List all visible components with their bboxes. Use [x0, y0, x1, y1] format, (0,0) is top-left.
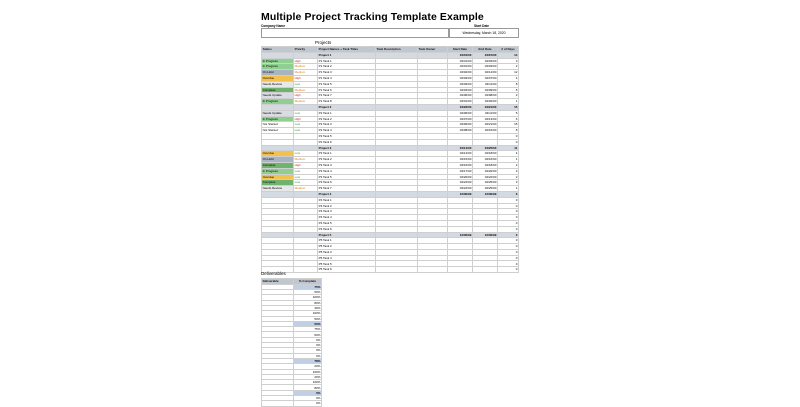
status-cell[interactable]: Not Started	[262, 122, 294, 128]
projects-table	[261, 46, 519, 273]
end-date-cell[interactable]: 04/07/00	[473, 75, 498, 81]
priority-cell[interactable]: Medium	[294, 186, 318, 192]
days-cell[interactable]: 2	[498, 162, 519, 168]
days-cell[interactable]: 6	[498, 116, 519, 122]
days-cell[interactable]: 4	[498, 75, 519, 81]
percent-complete-cell[interactable]: 100%	[294, 295, 322, 300]
end-date-cell[interactable]: 04/15/00	[473, 52, 498, 58]
task-title-cell[interactable]: P2 Task 3	[318, 122, 376, 128]
percent-complete-cell[interactable]: 60%	[294, 332, 322, 337]
task-title-cell[interactable]: P5 Task 1	[318, 238, 376, 244]
percent-complete-cell[interactable]: 20%	[294, 374, 322, 379]
days-cell[interactable]: 5	[498, 87, 519, 93]
start-date-cell[interactable]: 04/03/00	[448, 75, 473, 81]
start-date-cell[interactable]: 04/06/00	[448, 110, 473, 116]
end-date-cell[interactable]: 04/21/00	[473, 122, 498, 128]
spreadsheet-page	[250, 0, 550, 406]
task-title-cell[interactable]: P4 Task 2	[318, 203, 376, 209]
end-date-cell[interactable]: 12/30/99	[473, 232, 498, 238]
task-title-cell[interactable]: Project 4	[318, 191, 376, 197]
end-date-cell[interactable]: 04/21/00	[473, 104, 498, 110]
status-cell[interactable]: Needs Update	[262, 110, 294, 116]
days-cell[interactable]: 1	[498, 186, 519, 192]
days-cell[interactable]: 2	[498, 174, 519, 180]
priority-cell[interactable]: Medium	[294, 157, 318, 163]
priority-cell[interactable]: High	[294, 116, 318, 122]
status-cell[interactable]: On Hold	[262, 157, 294, 163]
task-title-cell[interactable]: P1 Task 7	[318, 93, 376, 99]
percent-complete-cell[interactable]: 100%	[294, 311, 322, 316]
status-cell[interactable]: Needs Update	[262, 93, 294, 99]
task-title-cell[interactable]: P4 Task 1	[318, 197, 376, 203]
column-header: Deliverable	[262, 279, 294, 285]
task-row	[262, 267, 519, 273]
task-title-cell[interactable]: P3 Task 6	[318, 180, 376, 186]
column-header: % Complete	[294, 279, 322, 285]
days-cell[interactable]: 0	[498, 244, 519, 250]
task-title-cell[interactable]: P2 Task 1	[318, 110, 376, 116]
percent-complete-cell[interactable]: 0%	[294, 343, 322, 348]
days-cell[interactable]: 0	[498, 232, 519, 238]
task-title-cell[interactable]: P3 Task 5	[318, 174, 376, 180]
status-cell[interactable]: In Progress	[262, 58, 294, 64]
task-title-cell[interactable]: P3 Task 7	[318, 186, 376, 192]
priority-cell[interactable]: Low	[294, 168, 318, 174]
end-date-cell[interactable]: 04/02/00	[473, 99, 498, 105]
status-cell[interactable]: In Progress	[262, 116, 294, 122]
column-header: # of Days	[498, 47, 519, 53]
start-date-cell[interactable]: 04/20/00	[448, 174, 473, 180]
percent-complete-cell[interactable]: 20%	[294, 364, 322, 369]
days-cell[interactable]: 11	[498, 145, 519, 151]
task-owner-cell[interactable]	[418, 267, 448, 273]
days-cell[interactable]: 0	[498, 139, 519, 145]
start-date-cell[interactable]: 04/08/00	[448, 128, 473, 134]
percent-complete-cell[interactable]: 0%	[294, 396, 322, 401]
start-date-cell[interactable]	[448, 267, 473, 273]
days-cell[interactable]: 0	[498, 261, 519, 267]
percent-complete-cell[interactable]: 80%	[294, 300, 322, 305]
days-cell[interactable]: 5	[498, 110, 519, 116]
end-date-cell[interactable]: 04/14/00	[473, 70, 498, 76]
end-date-cell[interactable]: 12/30/99	[473, 191, 498, 197]
days-cell[interactable]: 14	[498, 52, 519, 58]
status-cell[interactable]: On Hold	[262, 70, 294, 76]
projects-heading: Projects	[315, 40, 332, 45]
deliverables-table	[261, 278, 322, 407]
start-date-cell[interactable]: 04/04/00	[448, 87, 473, 93]
days-cell[interactable]: 0	[498, 133, 519, 139]
days-cell[interactable]: 0	[498, 215, 519, 221]
priority-cell[interactable]: High	[294, 93, 318, 99]
task-title-cell[interactable]: Project 1	[318, 52, 376, 58]
status-cell[interactable]: Needs Review	[262, 81, 294, 87]
task-title-cell[interactable]: P5 Task 2	[318, 244, 376, 250]
end-date-cell[interactable]	[473, 267, 498, 273]
status-cell[interactable]: Overdue	[262, 151, 294, 157]
status-cell[interactable]: Complete	[262, 180, 294, 186]
priority-cell[interactable]: High	[294, 58, 318, 64]
status-cell[interactable]: Not Started	[262, 128, 294, 134]
task-title-cell[interactable]: P3 Task 4	[318, 168, 376, 174]
task-title-cell[interactable]: Project 5	[318, 232, 376, 238]
days-cell[interactable]: 4	[498, 151, 519, 157]
deliverable-row	[262, 401, 322, 406]
percent-complete-cell[interactable]: 0%	[294, 390, 322, 395]
days-cell[interactable]: 2	[498, 93, 519, 99]
start-date-cell[interactable]: 04/07/00	[448, 116, 473, 122]
start-date-cell[interactable]: 12/30/99	[448, 191, 473, 197]
percent-complete-cell[interactable]: 80%	[294, 385, 322, 390]
task-title-cell[interactable]: P4 Task 5	[318, 220, 376, 226]
start-date-cell[interactable]: 04/06/00	[448, 122, 473, 128]
task-title-cell[interactable]: P1 Task 2	[318, 64, 376, 70]
percent-complete-cell[interactable]: 100%	[294, 380, 322, 385]
task-title-cell[interactable]: P5 Task 4	[318, 255, 376, 261]
end-date-cell[interactable]: 04/03/00	[473, 64, 498, 70]
end-date-cell[interactable]: 04/18/00	[473, 162, 498, 168]
priority-cell[interactable]: Low	[294, 128, 318, 134]
column-header: End Date	[473, 47, 498, 53]
column-header: Priority	[294, 47, 318, 53]
days-cell[interactable]: 15	[498, 104, 519, 110]
percent-complete-cell[interactable]: 30%	[294, 305, 322, 310]
percent-complete-cell[interactable]: 50%	[294, 290, 322, 295]
priority-cell[interactable]: Low	[294, 174, 318, 180]
task-title-cell[interactable]: P2 Task 6	[318, 139, 376, 145]
priority-cell[interactable]: Medium	[294, 64, 318, 70]
percent-complete-cell[interactable]: 75%	[294, 327, 322, 332]
task-title-cell[interactable]: Project 3	[318, 145, 376, 151]
days-cell[interactable]: 0	[498, 203, 519, 209]
days-cell[interactable]: 12	[498, 70, 519, 76]
projects-header-row	[262, 47, 519, 53]
task-title-cell[interactable]: P2 Task 2	[318, 116, 376, 122]
priority-cell[interactable]: Low	[294, 81, 318, 87]
status-cell[interactable]: Overdue	[262, 174, 294, 180]
task-title-cell[interactable]: P1 Task 1	[318, 58, 376, 64]
percent-complete-cell[interactable]: 0%	[294, 401, 322, 406]
percent-complete-cell[interactable]: 50%	[294, 321, 322, 326]
column-header: Status	[262, 47, 294, 53]
start-date-cell[interactable]: 04/24/00	[448, 186, 473, 192]
end-date-cell[interactable]: 04/08/00	[473, 93, 498, 99]
days-cell[interactable]: 0	[498, 255, 519, 261]
column-header: Start Date	[448, 47, 473, 53]
start-date-cell[interactable]: 04/01/00	[448, 99, 473, 105]
days-cell[interactable]: 2	[498, 64, 519, 70]
days-cell[interactable]: 8	[498, 128, 519, 134]
end-date-cell[interactable]: 04/25/00	[473, 186, 498, 192]
days-cell[interactable]: 1	[498, 157, 519, 163]
priority-cell[interactable]: Low	[294, 110, 318, 116]
start-date-field[interactable]: Wednesday, March 18, 2020	[449, 28, 519, 38]
task-title-cell[interactable]: P2 Task 4	[318, 128, 376, 134]
end-date-cell[interactable]: 04/25/00	[473, 180, 498, 186]
column-header: Project Names + Task Titles	[318, 47, 376, 53]
end-date-cell[interactable]: 04/16/00	[473, 157, 498, 163]
percent-complete-cell[interactable]: 100%	[294, 369, 322, 374]
task-title-cell[interactable]: P5 Task 5	[318, 261, 376, 267]
days-cell[interactable]: 1	[498, 99, 519, 105]
start-date-cell[interactable]: 04/01/00	[448, 52, 473, 58]
percent-complete-cell[interactable]: 75%	[294, 284, 322, 289]
task-title-cell[interactable]: P4 Task 3	[318, 209, 376, 215]
task-title-cell[interactable]: P4 Task 4	[318, 215, 376, 221]
deliverable-name-cell[interactable]	[262, 401, 294, 406]
deliverables-heading: Deliverables	[261, 271, 286, 276]
priority-cell[interactable]: Medium	[294, 99, 318, 105]
start-date-cell[interactable]: 04/16/00	[448, 162, 473, 168]
task-title-cell[interactable]: P1 Task 3	[318, 70, 376, 76]
days-cell[interactable]: 3	[498, 180, 519, 186]
task-title-cell[interactable]: P1 Task 4	[318, 75, 376, 81]
priority-cell[interactable]: High	[294, 162, 318, 168]
task-title-cell[interactable]: P4 Task 6	[318, 226, 376, 232]
company-name-label: Company Name	[261, 24, 286, 28]
task-title-cell[interactable]: P5 Task 3	[318, 249, 376, 255]
days-cell[interactable]: 0	[498, 249, 519, 255]
status-cell[interactable]: Overdue	[262, 75, 294, 81]
start-date-cell[interactable]: 04/14/00	[448, 151, 473, 157]
status-cell[interactable]: In Progress	[262, 64, 294, 70]
page-title: Multiple Project Tracking Template Example	[261, 11, 484, 23]
percent-complete-cell[interactable]: 50%	[294, 316, 322, 321]
percent-complete-cell[interactable]: 78%	[294, 358, 322, 363]
days-cell[interactable]: 0	[498, 226, 519, 232]
days-cell[interactable]: 0	[498, 238, 519, 244]
priority-cell[interactable]: High	[294, 75, 318, 81]
days-cell[interactable]: 15	[498, 122, 519, 128]
priority-cell[interactable]: Low	[294, 151, 318, 157]
status-cell[interactable]: Complete	[262, 162, 294, 168]
priority-cell[interactable]: Medium	[294, 70, 318, 76]
start-date-label: Start Date	[474, 24, 490, 28]
days-cell[interactable]: 0	[498, 197, 519, 203]
end-date-cell[interactable]: 04/13/00	[473, 116, 498, 122]
end-date-cell[interactable]: 04/25/00	[473, 145, 498, 151]
days-cell[interactable]: 0	[498, 191, 519, 197]
task-description-cell[interactable]	[376, 267, 418, 273]
task-title-cell[interactable]: P3 Task 1	[318, 151, 376, 157]
end-date-cell[interactable]: 04/20/00	[473, 168, 498, 174]
start-date-cell[interactable]: 04/06/00	[448, 93, 473, 99]
end-date-cell[interactable]: 04/18/00	[473, 151, 498, 157]
days-cell[interactable]: 3	[498, 58, 519, 64]
start-date-cell[interactable]: 12/30/99	[448, 232, 473, 238]
days-cell[interactable]: 0	[498, 220, 519, 226]
end-date-cell[interactable]: 04/11/00	[473, 81, 498, 87]
column-header: Task Description	[376, 47, 418, 53]
start-date-cell[interactable]: 04/14/00	[448, 145, 473, 151]
priority-cell[interactable]: Low	[294, 180, 318, 186]
start-date-cell[interactable]: 04/03/00	[448, 81, 473, 87]
status-cell[interactable]: In Progress	[262, 168, 294, 174]
end-date-cell[interactable]: 04/16/00	[473, 128, 498, 134]
days-cell[interactable]: 3	[498, 168, 519, 174]
start-date-cell[interactable]: 04/17/00	[448, 168, 473, 174]
start-date-cell[interactable]: 04/02/00	[448, 70, 473, 76]
task-title-cell[interactable]: P3 Task 2	[318, 157, 376, 163]
status-cell[interactable]: Complete	[262, 87, 294, 93]
start-date-cell[interactable]: 04/15/00	[448, 157, 473, 163]
priority-cell[interactable]: Low	[294, 122, 318, 128]
start-date-cell[interactable]: 03/31/00	[448, 58, 473, 64]
days-cell[interactable]: 0	[498, 209, 519, 215]
status-cell[interactable]: In Progress	[262, 99, 294, 105]
start-date-cell[interactable]: 04/22/00	[448, 180, 473, 186]
priority-cell[interactable]	[294, 267, 318, 273]
status-cell[interactable]: Needs Review	[262, 186, 294, 192]
days-cell[interactable]: 0	[498, 267, 519, 273]
start-date-cell[interactable]: 04/01/00	[448, 64, 473, 70]
start-date-cell[interactable]: 04/22/00	[448, 104, 473, 110]
priority-cell[interactable]: Medium	[294, 87, 318, 93]
task-title-cell[interactable]: Project 2	[318, 104, 376, 110]
end-date-cell[interactable]: 04/09/00	[473, 87, 498, 93]
percent-complete-cell[interactable]: 0%	[294, 353, 322, 358]
task-title-cell[interactable]: P3 Task 3	[318, 162, 376, 168]
percent-complete-cell[interactable]: 0%	[294, 348, 322, 353]
task-title-cell[interactable]: P1 Task 5	[318, 81, 376, 87]
end-date-cell[interactable]: 04/03/00	[473, 58, 498, 64]
end-date-cell[interactable]: 04/11/00	[473, 110, 498, 116]
days-cell[interactable]: 8	[498, 81, 519, 87]
task-title-cell[interactable]: P2 Task 5	[318, 133, 376, 139]
percent-complete-cell[interactable]: 0%	[294, 337, 322, 342]
company-name-field[interactable]	[261, 28, 449, 38]
task-title-cell[interactable]: P5 Task 6	[318, 267, 376, 273]
task-title-cell[interactable]: P1 Task 8	[318, 99, 376, 105]
column-header: Task Owner	[418, 47, 448, 53]
end-date-cell[interactable]: 04/22/00	[473, 174, 498, 180]
task-title-cell[interactable]: P1 Task 6	[318, 87, 376, 93]
